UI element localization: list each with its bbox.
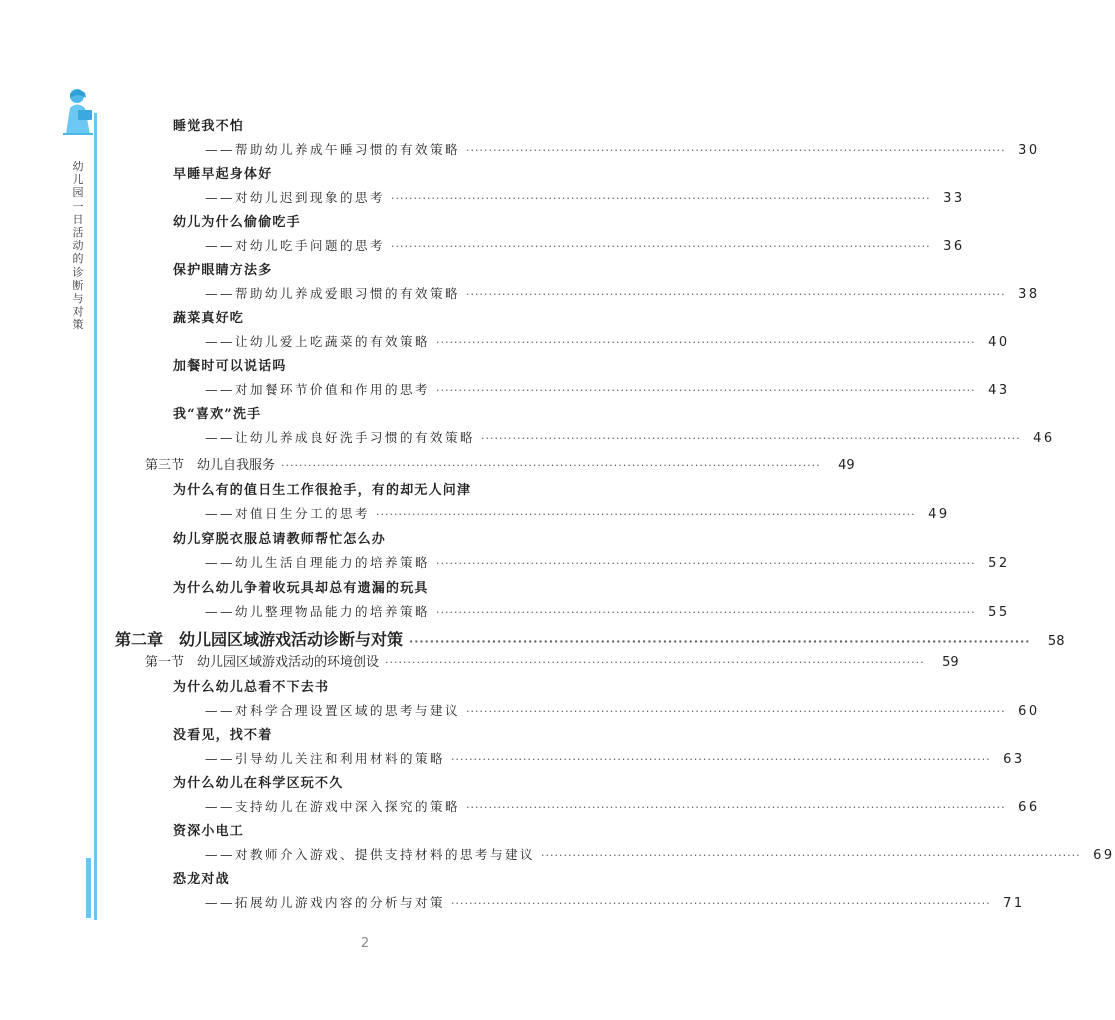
toc-subtitle-entry[interactable] <box>205 236 965 254</box>
toc-topic[interactable]: 早睡早起身体好 <box>173 167 273 182</box>
toc-chapter-entry[interactable] <box>115 627 1065 650</box>
dot-leader: ························································································································ <box>436 557 976 570</box>
toc-page-number: 30 <box>1018 143 1040 158</box>
sidebar-divider <box>94 113 97 920</box>
toc-subtitle-entry[interactable] <box>205 553 1010 571</box>
toc-subtitle-entry[interactable] <box>205 701 1040 719</box>
toc-topic[interactable]: 资深小电工 <box>173 824 245 839</box>
toc-topic[interactable]: 为什么幼儿总看不下去书 <box>173 680 330 695</box>
toc-subtitle-entry[interactable] <box>205 797 1040 815</box>
toc-subtitle-entry[interactable] <box>205 602 1010 620</box>
toc-topic[interactable]: 蔬菜真好吃 <box>173 311 245 326</box>
dot-leader: ························································································································ <box>541 849 1081 862</box>
toc-entry-title: ——让幼儿爱上吃蔬菜的有效策略 <box>205 334 431 349</box>
dot-leader: ························································································································ <box>376 508 916 521</box>
toc-section-entry[interactable] <box>145 651 959 670</box>
toc-subtitle-entry[interactable] <box>205 893 1025 911</box>
dot-leader: ························································································································ <box>466 144 1006 157</box>
toc-page-number: 38 <box>1018 287 1040 302</box>
sidebar-accent-bar <box>86 858 91 918</box>
toc-section-entry[interactable] <box>145 454 855 473</box>
dot-leader: ························································································································ <box>466 705 1006 718</box>
toc-topic[interactable]: 没看见，找不着 <box>173 728 273 743</box>
toc-subtitle-entry[interactable] <box>205 140 1040 158</box>
dot-leader: ························································································································ <box>385 656 925 669</box>
toc-subtitle-entry[interactable] <box>205 749 1025 767</box>
toc-subtitle-entry[interactable] <box>205 332 1010 350</box>
toc-entry-title: 第一节 幼儿园区域游戏活动的环境创设 <box>145 655 380 670</box>
toc-topic[interactable]: 保护眼睛方法多 <box>173 263 273 278</box>
dot-leader: ························································································································ <box>481 432 1021 445</box>
toc-entry-title: ——帮助幼儿养成午睡习惯的有效策略 <box>205 142 461 157</box>
toc-page-number: 58 <box>1047 634 1065 649</box>
toc-page-number: 46 <box>1033 431 1055 446</box>
toc-page-number: 63 <box>1003 752 1025 767</box>
toc-page-number: 59 <box>942 655 959 670</box>
reading-child-illustration <box>58 86 98 136</box>
toc-entry-title: ——对幼儿吃手问题的思考 <box>205 238 386 253</box>
toc-page-number: 43 <box>988 383 1010 398</box>
toc-topic[interactable]: 为什么有的值日生工作很抢手，有的却无人问津 <box>173 483 472 498</box>
toc-subtitle-entry[interactable] <box>205 504 950 522</box>
toc-entry-title: ——帮助幼儿养成爱眼习惯的有效策略 <box>205 286 461 301</box>
toc-page-number: 66 <box>1018 800 1040 815</box>
toc-subtitle-entry[interactable] <box>205 284 1040 302</box>
toc-page-number: 69 <box>1093 848 1115 863</box>
toc-page-number: 49 <box>838 458 855 473</box>
toc-subtitle-entry[interactable] <box>205 845 1115 863</box>
toc-page-number: 60 <box>1018 704 1040 719</box>
toc-entry-title: ——幼儿整理物品能力的培养策略 <box>205 604 431 619</box>
toc-topic[interactable]: 为什么幼儿争着收玩具却总有遗漏的玩具 <box>173 581 429 596</box>
toc-subtitle-entry[interactable] <box>205 380 1010 398</box>
dot-leader: ························································································································ <box>391 240 931 253</box>
toc-entry-title: ——对科学合理设置区域的思考与建议 <box>205 703 461 718</box>
toc-entry-title: ——对幼儿迟到现象的思考 <box>205 190 386 205</box>
toc-page-number: 71 <box>1003 896 1025 911</box>
dot-leader: ························································································································ <box>436 336 976 349</box>
dot-leader: ························································································································ <box>281 459 821 472</box>
dot-leader: ························································································································ <box>451 897 991 910</box>
toc-topic[interactable]: 幼儿穿脱衣服总请教师帮忙怎么办 <box>173 532 387 547</box>
dot-leader: ························································································································ <box>409 635 1031 648</box>
toc-topic[interactable]: 为什么幼儿在科学区玩不久 <box>173 776 344 791</box>
dot-leader: ························································································································ <box>436 606 976 619</box>
toc-entry-title: ——支持幼儿在游戏中深入探究的策略 <box>205 799 461 814</box>
toc-page-number: 55 <box>988 605 1010 620</box>
dot-leader: ························································································································ <box>466 801 1006 814</box>
toc-topic[interactable]: 幼儿为什么偷偷吃手 <box>173 215 301 230</box>
page-number: 2 <box>360 936 370 951</box>
toc-page-number: 49 <box>928 507 950 522</box>
toc-entry-title: ——拓展幼儿游戏内容的分析与对策 <box>205 895 446 910</box>
toc-entry-title: ——对教师介入游戏、提供支持材料的思考与建议 <box>205 847 536 862</box>
toc-topic[interactable]: 我“喜欢”洗手 <box>173 407 262 422</box>
toc-topic[interactable]: 加餐时可以说话吗 <box>173 359 287 374</box>
toc-page-number: 33 <box>943 191 965 206</box>
toc-entry-title: ——对加餐环节价值和作用的思考 <box>205 382 431 397</box>
toc-topic[interactable]: 睡觉我不怕 <box>173 119 245 134</box>
toc-page-number: 52 <box>988 556 1010 571</box>
toc-page-number: 36 <box>943 239 965 254</box>
toc-entry-title: 第三节 幼儿自我服务 <box>145 458 276 473</box>
toc-entry-title: ——幼儿生活自理能力的培养策略 <box>205 555 431 570</box>
dot-leader: ························································································································ <box>466 288 1006 301</box>
dot-leader: ························································································································ <box>436 384 976 397</box>
toc-entry-title: ——引导幼儿关注和利用材料的策略 <box>205 751 446 766</box>
toc-page-number: 40 <box>988 335 1010 350</box>
toc-entry-title: ——让幼儿养成良好洗手习惯的有效策略 <box>205 430 476 445</box>
toc-entry-title: ——对值日生分工的思考 <box>205 506 371 521</box>
toc-subtitle-entry[interactable] <box>205 428 1055 446</box>
dot-leader: ························································································································ <box>391 192 931 205</box>
toc-topic[interactable]: 恐龙对战 <box>173 872 230 887</box>
dot-leader: ························································································································ <box>451 753 991 766</box>
toc-subtitle-entry[interactable] <box>205 188 965 206</box>
toc-entry-title: 第二章 幼儿园区域游戏活动诊断与对策 <box>115 630 404 649</box>
book-title-vertical: 幼儿园一日活动的诊断与对策 <box>72 160 84 332</box>
